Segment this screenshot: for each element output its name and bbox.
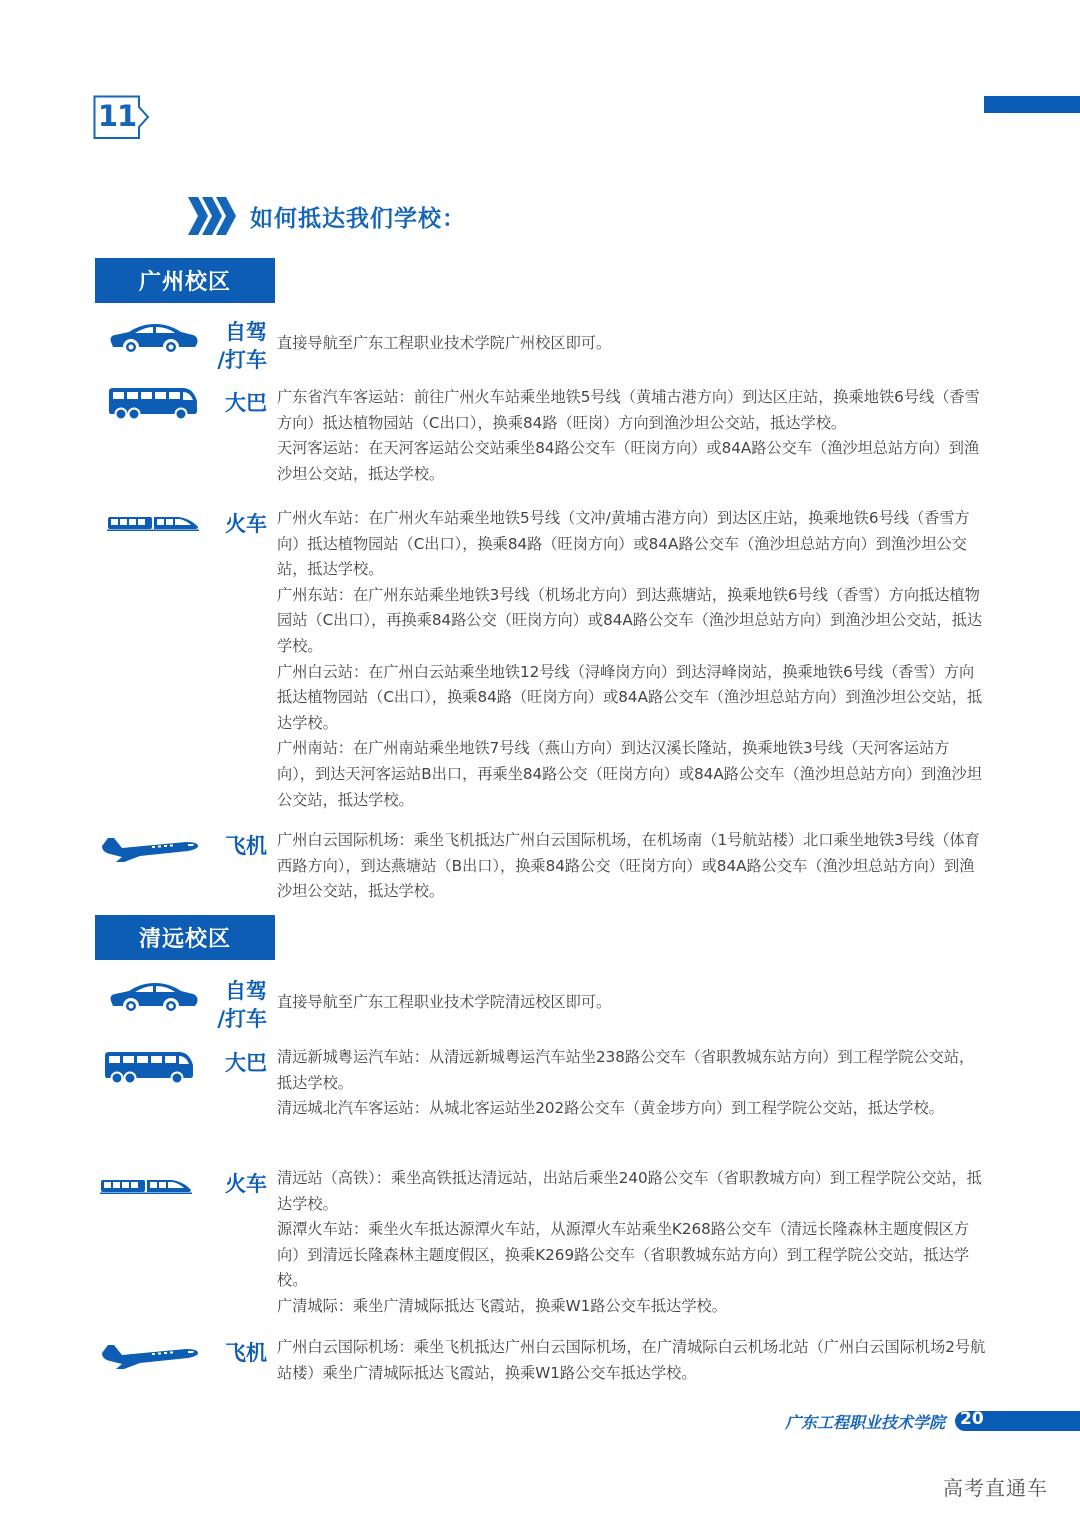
section-number-badge	[93, 95, 143, 138]
route-description	[277, 506, 987, 813]
route-description	[277, 385, 987, 487]
route-description	[277, 828, 987, 905]
mode-label	[207, 318, 267, 374]
mode-label: 大巴	[225, 1051, 267, 1075]
train-icon	[107, 515, 199, 531]
route-description	[277, 331, 987, 357]
mode-label: 大巴	[225, 391, 267, 415]
car-icon	[107, 981, 199, 1013]
page-heading	[188, 196, 466, 236]
mode-label: 飞机	[225, 1341, 267, 1365]
top-accent-bar	[984, 96, 1080, 113]
page-title: 如何抵达我们学校：	[250, 205, 466, 232]
mode-label: 火车	[225, 1172, 267, 1196]
train-icon	[100, 1178, 192, 1194]
section-number: 11	[97, 99, 137, 133]
route-paragraph: 直接导航至广东工程职业技术学院广州校区即可。	[277, 334, 612, 352]
mode-label-line2: /打车	[217, 1007, 267, 1031]
route-description	[277, 1045, 987, 1122]
watermark: 高考直通车	[943, 1476, 1048, 1500]
route-paragraph: 广州东站：在广州东站乘坐地铁3号线（机场北方向）到达燕塘站，换乘地铁6号线（香雪）方向抵达植物园站（C出口），再换乘84路公交（旺岗方向）或84A路公交车（渔沙坦总站方向）到渔沙坦公交站，抵达学校。	[277, 585, 983, 655]
route-description	[277, 990, 987, 1016]
route-paragraph: 直接导航至广东工程职业技术学院清远校区即可。	[277, 993, 612, 1011]
bus-icon	[103, 1051, 195, 1085]
route-paragraph: 清远城北汽车客运站：从城北客运站坐202路公交车（黄金埗方向）到工程学院公交站，抵达学校。	[277, 1099, 944, 1118]
route-paragraph: 广东省汽车客运站：前往广州火车站乘坐地铁5号线（黄埔古港方向）到达区庄站，换乘地铁6号线（香雪方向）抵达植物园站（C出口），换乘84路（旺岗）方向到渔沙坦公交站，抵达学校。	[277, 388, 980, 432]
route-paragraph: 广州火车站：在广州火车站乘坐地铁5号线（文冲/黄埔古港方向）到达区庄站，换乘地铁6号线（香雪方向）抵达植物园站（C出口），换乘84路（旺岗方向）或84A路公交车（渔沙坦总站方向）到渔沙坦公交站，抵达学校。	[277, 509, 970, 579]
page-number: 20	[960, 1409, 984, 1429]
campus-header-qingyuan: 清远校区	[95, 915, 275, 960]
route-paragraph: 广州南站：在广州南站乘坐地铁7号线（燕山方向）到达汉溪长隆站，换乘地铁3号线（天河客运站方向），到达天河客运站B出口，再乘坐84路公交（旺岗方向）或84A路公交车（渔沙坦总站方向）到渔沙坦公交站，抵达学校。	[277, 739, 982, 809]
route-paragraph: 清远站（高铁）：乘坐高铁抵达清远站，出站后乘坐240路公交车（省职教城方向）到工程学院公交站，抵达学校。	[277, 1169, 982, 1213]
route-paragraph: 广州白云国际机场：乘坐飞机抵达广州白云国际机场，在机场南（1号航站楼）北口乘坐地铁3号线（体育西路方向），到达燕塘站（B出口），换乘84路公交（旺岗方向）或84A路公交车（渔沙坦总站方向）到渔沙坦公交站，抵达学校。	[277, 831, 980, 901]
footer-school-name: 广东工程职业技术学院	[785, 1413, 946, 1432]
route-paragraph: 广州白云站：在广州白云站乘坐地铁12号线（浔峰岗方向）到达浔峰岗站，换乘地铁6号线（香雪）方向抵达植物园站（C出口），换乘84路（旺岗方向）或84A路公交车（渔沙坦总站方向）到渔沙坦公交站，抵达学校。	[277, 662, 983, 732]
triple-chevron-icon	[188, 197, 236, 235]
route-paragraph: 清远新城粤运汽车站：从清远新城粤运汽车站坐238路公交车（省职教城东站方向）到工程学院公交站，抵达学校。	[277, 1048, 975, 1092]
route-description	[277, 1166, 987, 1320]
mode-label: 火车	[225, 512, 267, 536]
route-paragraph: 广清城际：乘坐广清城际抵达飞霞站，换乘W1路公交车抵达学校。	[277, 1296, 727, 1315]
plane-icon	[100, 1339, 200, 1369]
mode-label: 飞机	[225, 834, 267, 858]
mode-label-line1: 自驾	[225, 320, 267, 344]
mode-label-line1: 自驾	[225, 979, 267, 1003]
route-paragraph: 源潭火车站：乘坐火车抵达源潭火车站，从源潭火车站乘坐K268路公交车（清远长隆森林主题度假区方向）到清远长隆森林主题度假区，换乘K269路公交车（省职教城东站方向）到工程学院公交站，抵达学校。	[277, 1220, 970, 1290]
bus-icon	[107, 387, 199, 421]
route-description	[277, 1335, 987, 1386]
plane-icon	[100, 832, 200, 862]
campus-header-guangzhou: 广州校区	[95, 258, 275, 303]
mode-label	[207, 977, 267, 1033]
car-icon	[107, 322, 199, 354]
mode-label-line2: /打车	[217, 348, 267, 372]
route-paragraph: 天河客运站：在天河客运站公交站乘坐84路公交车（旺岗方向）或84A路公交车（渔沙坦总站方向）到渔沙坦公交站，抵达学校。	[277, 439, 980, 483]
route-paragraph: 广州白云国际机场：乘坐飞机抵达广州白云国际机场，在广清城际白云机场北站（广州白云国际机场2号航站楼）乘坐广清城际抵达飞霞站，换乘W1路公交车抵达学校。	[277, 1338, 986, 1382]
